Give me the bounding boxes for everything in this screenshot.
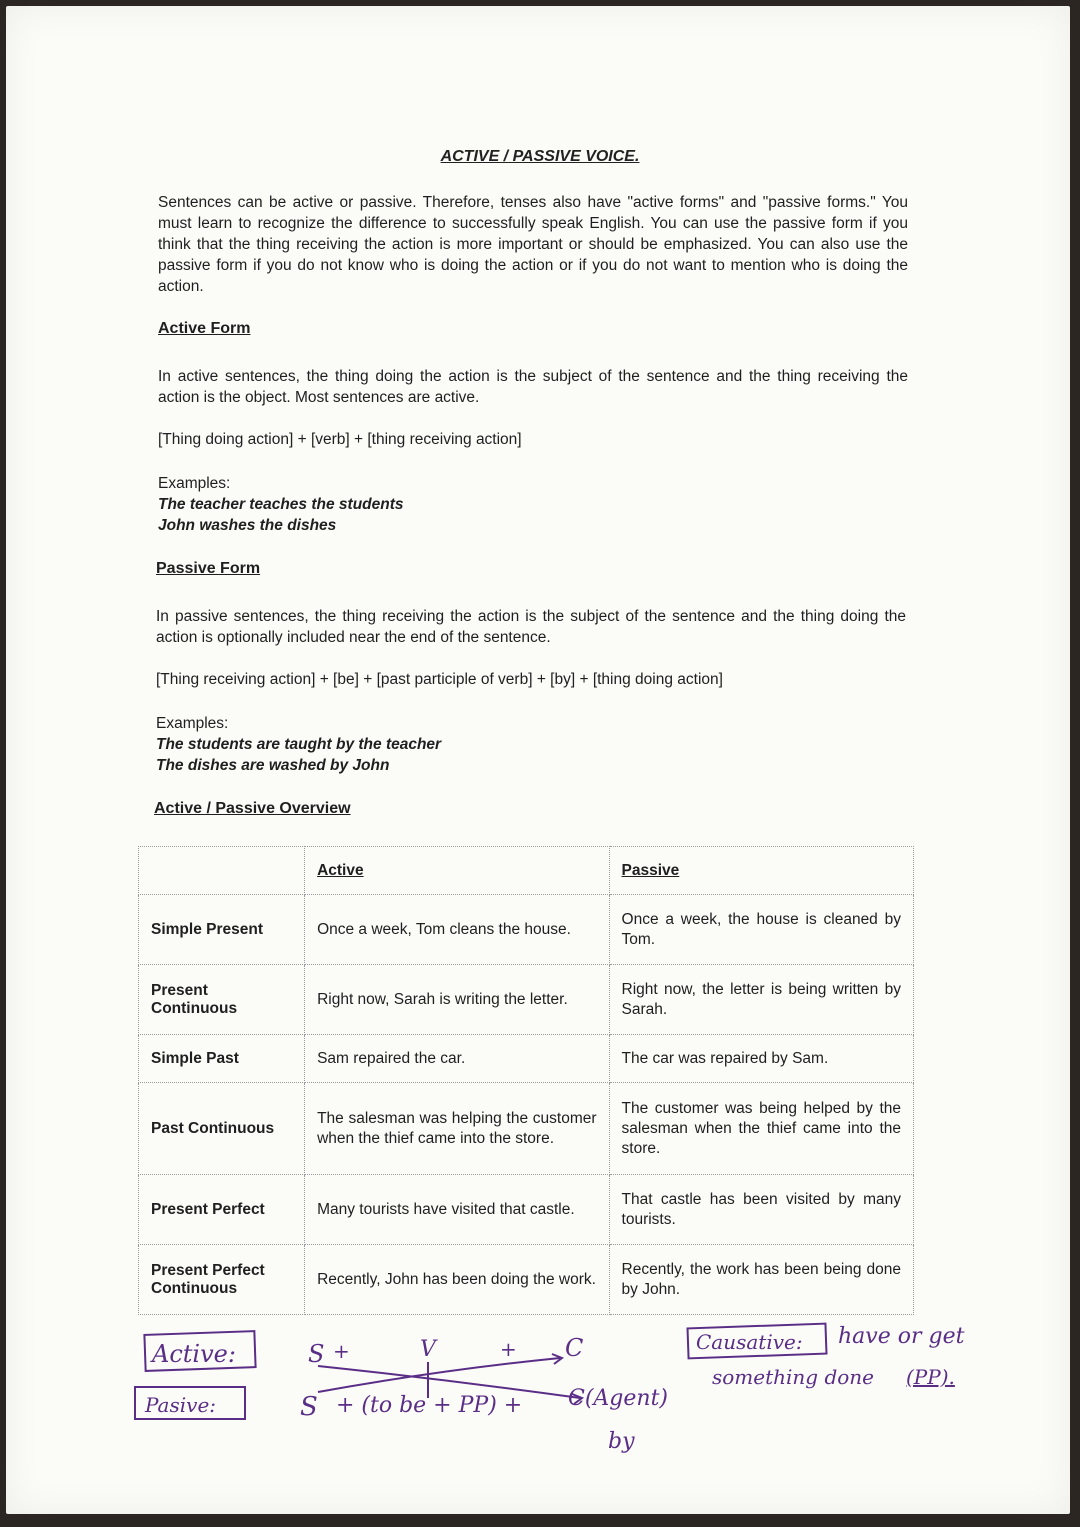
passive-structure: + (to be + PP) + [336, 1393, 523, 1418]
passive-subject: S [300, 1392, 318, 1422]
active-cell: Sam repaired the car. [305, 1035, 609, 1083]
plus-sign: + [333, 1339, 350, 1363]
active-form-description: In active sentences, the thing doing the action is the subject of the sentence and the thing receiving the action is the object. Most sentences are active. [158, 368, 908, 406]
active-label: Active: [152, 1340, 236, 1368]
passive-form-description: In passive sentences, the thing receiving the action is the subject of the sentence and the thing doing the action is optionally included near the end of the sentence. [156, 608, 906, 646]
table-header-passive: Passive [609, 847, 913, 895]
active-form-formula: [Thing doing action] + [verb] + [thing receiving action] [158, 431, 522, 448]
active-examples-label: Examples: [158, 475, 231, 492]
overview-table [138, 846, 914, 1315]
tense-cell: Past Continuous [139, 1083, 305, 1175]
table-row [139, 1035, 914, 1083]
active-example-1: The teacher teaches the students [158, 496, 404, 513]
passive-cell: Right now, the letter is being written by Sarah. [609, 965, 913, 1035]
table-row [139, 1175, 914, 1245]
table-row [139, 965, 914, 1035]
passive-example-1: The students are taught by the teacher [156, 736, 442, 753]
by-label: by [608, 1429, 635, 1454]
active-cell: Recently, John has been doing the work. [305, 1245, 609, 1315]
active-cell: The salesman was helping the customer when the thief came into the store. [305, 1083, 609, 1175]
active-cell: Many tourists have visited that castle. [305, 1175, 609, 1245]
active-cell: Once a week, Tom cleans the house. [305, 895, 609, 965]
table-row [139, 1083, 914, 1175]
passive-label: Pasive: [145, 1393, 217, 1417]
table-row [139, 895, 914, 965]
tense-cell: Present Perfect [139, 1175, 305, 1245]
table-header-blank [139, 847, 305, 895]
passive-form-formula: [Thing receiving action] + [be] + [past participle of verb] + [by] + [thing doing action] [156, 671, 723, 688]
active-verb: V [420, 1337, 436, 1362]
table-header-active: Active [305, 847, 609, 895]
table-header-row [139, 847, 914, 895]
active-form-heading: Active Form [158, 320, 251, 337]
passive-cell: The car was repaired by Sam. [609, 1035, 913, 1083]
causative-pp: (PP). [906, 1365, 955, 1389]
passive-cell: That castle has been visited by many tourists. [609, 1175, 913, 1245]
causative-note-line-1: have or get [838, 1324, 965, 1349]
passive-form-heading: Passive Form [156, 560, 261, 577]
active-cell: Right now, Sarah is writing the letter. [305, 965, 609, 1035]
passive-agent: C(Agent) [568, 1386, 668, 1411]
table-row [139, 1245, 914, 1315]
causative-note-line-2: something done [712, 1365, 875, 1389]
passive-examples-label: Examples: [156, 715, 229, 732]
passive-example-2: The dishes are washed by John [156, 757, 390, 774]
active-object: C [565, 1334, 584, 1362]
passive-cell: The customer was being helped by the salesman when the thief came into the store. [609, 1083, 913, 1175]
causative-label: Causative: [696, 1330, 803, 1354]
tense-cell: Simple Past [139, 1035, 305, 1083]
tense-cell: Simple Present [139, 895, 305, 965]
plus-sign: + [500, 1337, 517, 1361]
active-example-2: John washes the dishes [158, 517, 337, 534]
page-title: ACTIVE / PASSIVE VOICE. [440, 148, 640, 165]
tense-cell: Present Continuous [139, 965, 305, 1035]
passive-cell: Once a week, the house is cleaned by Tom. [609, 895, 913, 965]
active-subject: S [308, 1340, 325, 1368]
passive-cell: Recently, the work has been being done by John. [609, 1245, 913, 1315]
intro-paragraph: Sentences can be active or passive. Therefore, tenses also have "active forms" and "passive forms." You must learn to recognize the difference to successfully speak English. You can use the passive form if you think that the thing receiving the action is more important or should be emphasized. You can also use the passive form if you do not know who is doing the action or if you do not want to mention who is doing the action. [158, 194, 908, 295]
overview-heading: Active / Passive Overview [154, 800, 351, 817]
tense-cell: Present Perfect Continuous [139, 1245, 305, 1315]
